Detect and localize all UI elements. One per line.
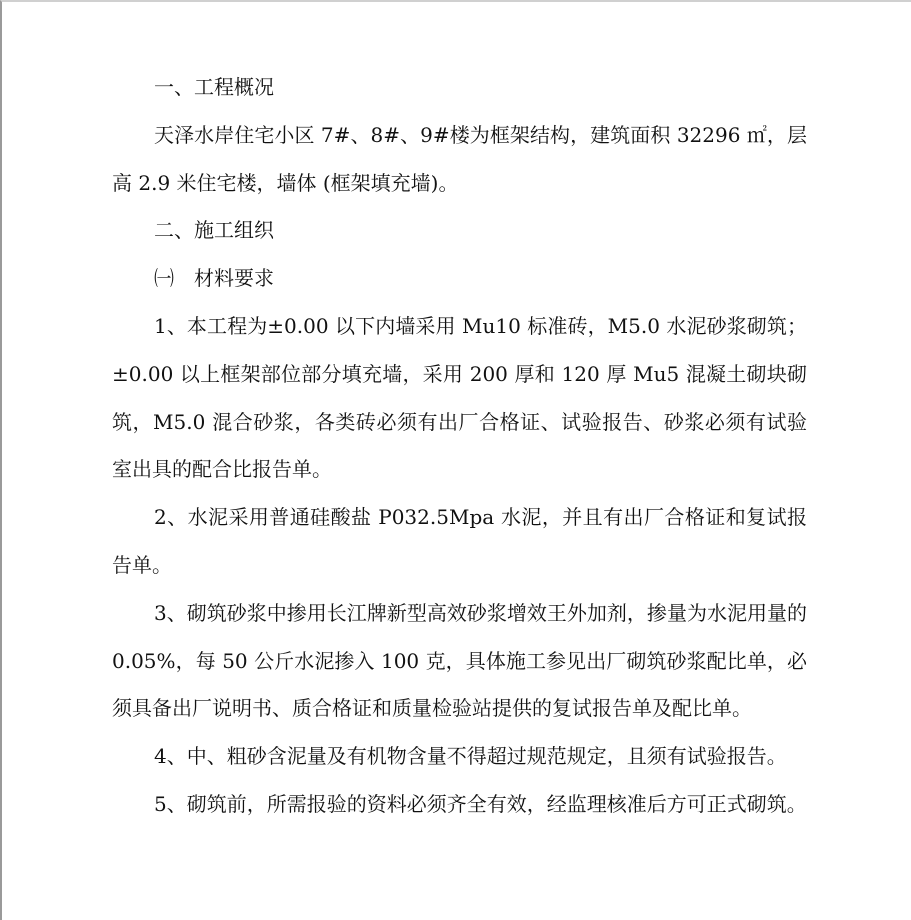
paragraph-project-overview: 天泽水岸住宅小区 7#、8#、9#楼为框架结构，建筑面积 32296 ㎡，层高 2.9 米住宅楼，墙体 (框架填充墙)。 — [112, 122, 807, 195]
list-item-3: 3、砌筑砂浆中掺用长江牌新型高效砂浆增效王外加剂，掺量为水泥用量的 0.05%，每 50 公斤水泥掺入 100 克，具体施工参见出厂砌筑砂浆配比单，必须具备出厂说明书、质合格证和质量检验站提供的复试报告单及配比单。 — [112, 600, 807, 721]
list-item-2: 2、水泥采用普通硅酸盐 P032.5Mpa 水泥，并且有出厂合格证和复试报告单。 — [112, 505, 807, 577]
section-heading-project-overview: 一、工程概况 — [154, 75, 274, 99]
document-body — [112, 64, 807, 829]
list-item-1: 1、本工程为±0.00 以下内墙采用 Mu10 标准砖，M5.0 水泥砂浆砌筑；±0.00 以上框架部位部分填充墙，采用 200 厚和 120 厚 Mu5 混凝土砌块砌筑，M5.0 混合砂浆，各类砖必须有出厂合格证、试验报告、砂浆必须有试验室出具的配合比报告单。 — [112, 313, 807, 482]
subsection-heading-material-requirements: ㈠ 材料要求 — [154, 266, 274, 291]
list-item-4: 4、中、粗砂含泥量及有机物含量不得超过规范规定，且须有试验报告。 — [154, 744, 787, 769]
list-item-5: 5、砌筑前，所需报验的资料必须齐全有效，经监理核准后方可正式砌筑。 — [154, 791, 807, 816]
section-heading-construction-organization: 二、施工组织 — [154, 218, 274, 243]
